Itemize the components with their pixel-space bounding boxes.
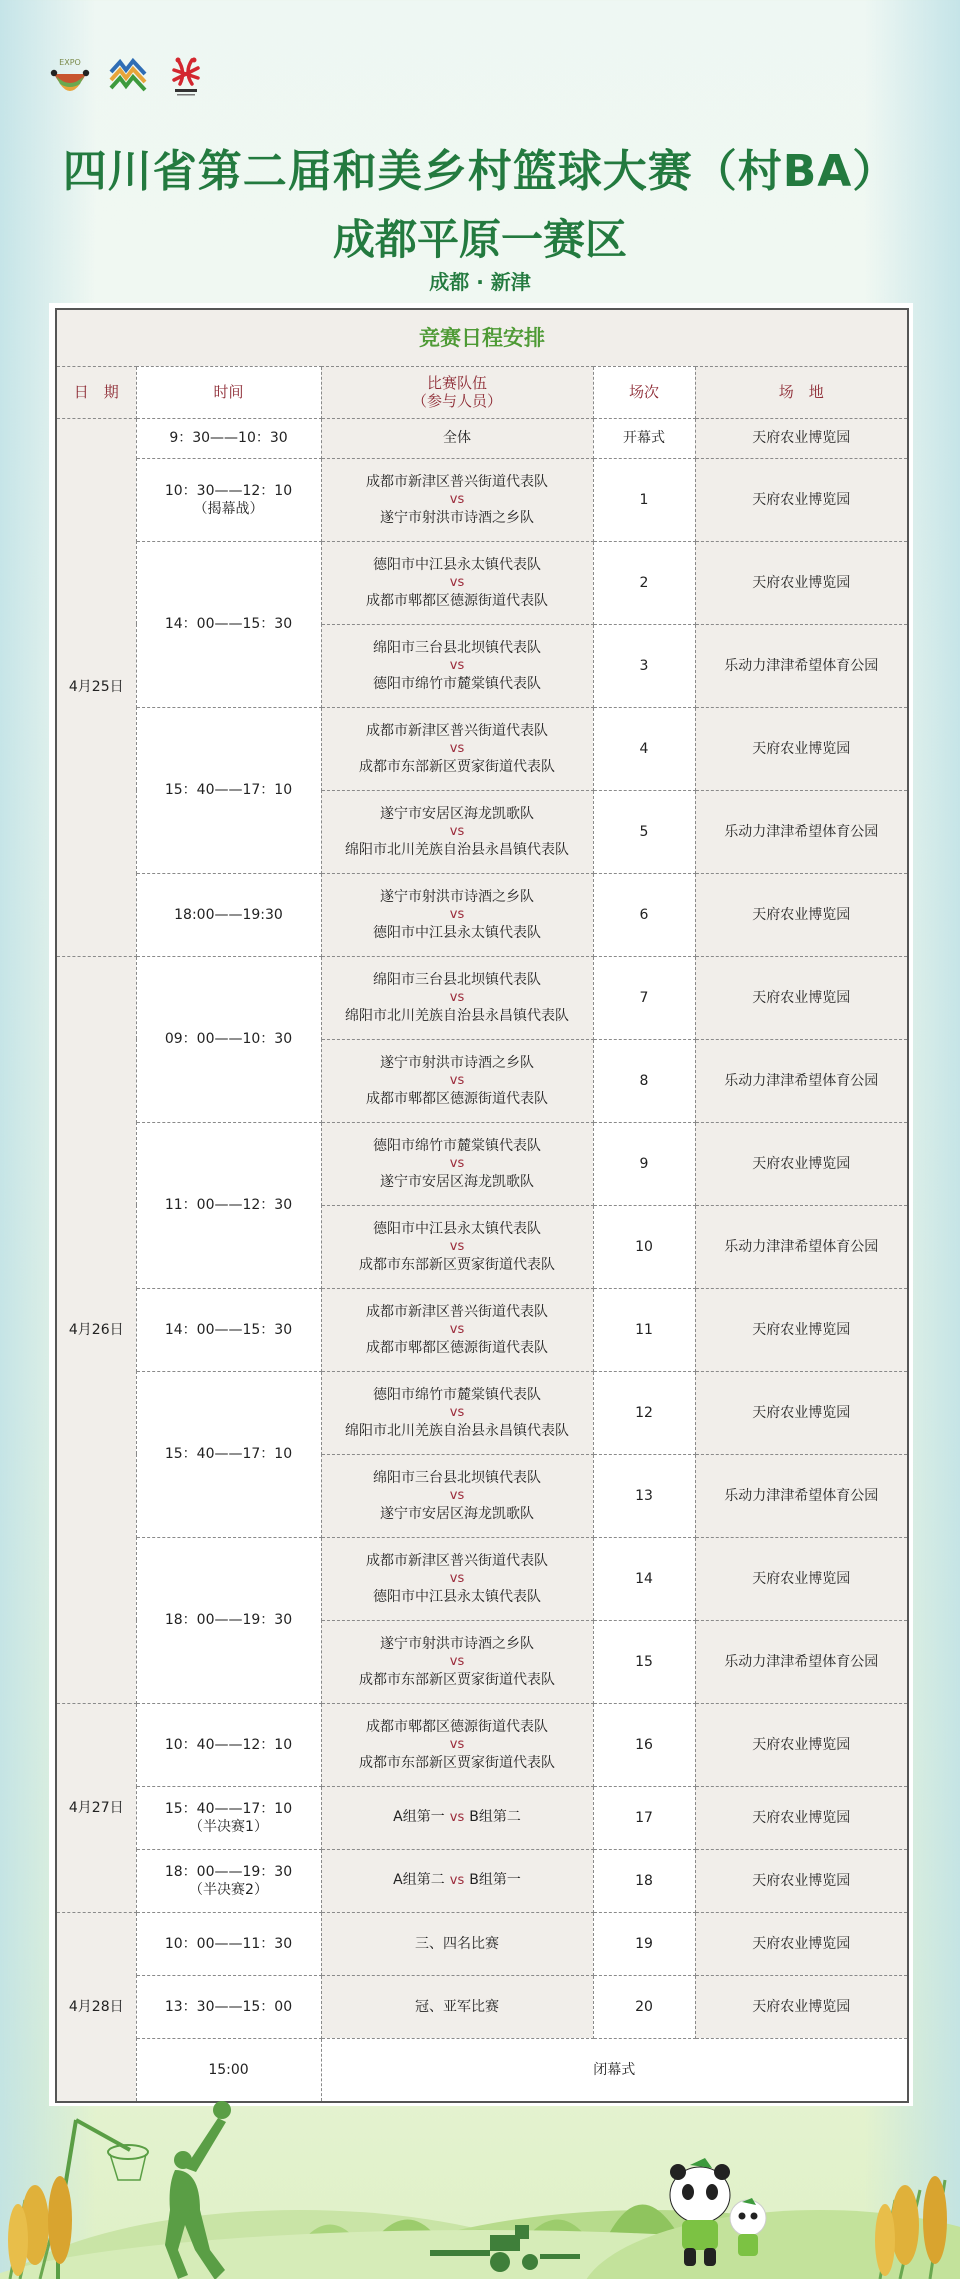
table-row (56, 1288, 908, 1371)
table-row (56, 707, 908, 790)
time-cell (136, 418, 321, 458)
teams-cell (321, 1620, 593, 1703)
schedule-body (56, 418, 908, 2102)
time-cell (136, 458, 321, 541)
venue-cell: 乐动力津津希望体育公园 (695, 1620, 908, 1703)
venue-cell: 天府农业博览园 (695, 1786, 908, 1849)
team-away: 遂宁市射洪市诗酒之乡队 (380, 509, 534, 526)
team-home: 绵阳市三台县北坝镇代表队 (373, 971, 541, 988)
teams-cell (321, 1786, 593, 1849)
vs-label: vs (449, 1653, 465, 1669)
match-number-cell: 3 (593, 624, 695, 707)
match-number-cell: 13 (593, 1454, 695, 1537)
team-home: 德阳市中江县永太镇代表队 (373, 1220, 541, 1237)
time-cell (136, 1849, 321, 1912)
team-away: 遂宁市安居区海龙凯歌队 (380, 1505, 534, 1522)
teams-cell (321, 1537, 593, 1620)
footer-illustration (0, 2100, 960, 2279)
date-cell: 4月25日 (56, 418, 136, 956)
venue-cell: 天府农业博览园 (695, 1703, 908, 1786)
time-cell (136, 2038, 321, 2102)
vs-label: vs (449, 1238, 465, 1254)
time-note: （半决赛2） (189, 1881, 268, 1898)
vs-label: vs (449, 1155, 465, 1171)
column-header-venue: 场 地 (695, 366, 908, 418)
table-row (56, 1537, 908, 1620)
team-away: B组第二 (469, 1809, 521, 1825)
table-row (56, 1703, 908, 1786)
team-home: 德阳市中江县永太镇代表队 (373, 556, 541, 573)
match-number-cell: 10 (593, 1205, 695, 1288)
venue-cell: 乐动力津津希望体育公园 (695, 1039, 908, 1122)
venue-cell: 乐动力津津希望体育公园 (695, 790, 908, 873)
time-range: 11：00——12：30 (164, 1197, 293, 1213)
date-cell: 4月27日 (56, 1703, 136, 1912)
teams-cell (321, 458, 593, 541)
time-range: 10：40——12：10 (164, 1736, 293, 1753)
match-number-cell: 16 (593, 1703, 695, 1786)
mountain-stripes-logo-icon (108, 56, 148, 96)
table-row (56, 1122, 908, 1205)
location-label: 成都 · 新津 (429, 270, 531, 294)
vs-label: vs (449, 1873, 465, 1888)
time-cell (136, 1786, 321, 1849)
venue-cell: 天府农业博览园 (695, 1849, 908, 1912)
match-number-cell: 9 (593, 1122, 695, 1205)
team-away: 遂宁市安居区海龙凯歌队 (380, 1173, 534, 1190)
team-away: 德阳市绵竹市麓棠镇代表队 (373, 675, 541, 692)
venue-cell: 天府农业博览园 (695, 1288, 908, 1371)
venue-cell: 天府农业博览园 (695, 707, 908, 790)
expo-logo-icon (50, 56, 90, 96)
time-cell (136, 1975, 321, 2038)
time-cell (136, 1122, 321, 1288)
table-row (56, 458, 908, 541)
match-number-cell: 7 (593, 956, 695, 1039)
vs-label: vs (449, 1321, 465, 1337)
time-range: 18：00——19：30 (164, 1863, 293, 1880)
team-away: 绵阳市北川羌族自治县永昌镇代表队 (345, 841, 569, 858)
match-number-cell: 开幕式 (593, 418, 695, 458)
match-number-cell: 17 (593, 1786, 695, 1849)
time-range: 9：30——10：30 (169, 430, 288, 446)
team-home: 遂宁市射洪市诗酒之乡队 (380, 888, 534, 905)
vs-label: vs (449, 491, 465, 507)
column-header-date: 日 期 (56, 366, 136, 418)
team-home: 遂宁市射洪市诗酒之乡队 (380, 1054, 534, 1071)
teams-cell (321, 1454, 593, 1537)
page-title: 四川省第二届和美乡村篮球大赛（村BA） (62, 146, 898, 197)
team-home: 德阳市绵竹市麓棠镇代表队 (373, 1386, 541, 1403)
column-header-teams (321, 366, 593, 418)
match-number-cell: 5 (593, 790, 695, 873)
sports-figure-logo-icon (166, 56, 206, 96)
team-home: 遂宁市安居区海龙凯歌队 (380, 805, 534, 822)
team-home: 成都市新津区普兴街道代表队 (366, 722, 548, 739)
time-range: 18:00——19:30 (174, 906, 283, 923)
team-away: 成都市东部新区贾家街道代表队 (359, 1754, 555, 1771)
match-number-cell: 20 (593, 1975, 695, 2038)
match-number-cell: 12 (593, 1371, 695, 1454)
time-cell (136, 1537, 321, 1703)
teams-cell (321, 1288, 593, 1371)
vs-label: vs (449, 1570, 465, 1586)
table-row (56, 1371, 908, 1454)
table-row (56, 1912, 908, 1975)
team-home: 遂宁市射洪市诗酒之乡队 (380, 1635, 534, 1652)
match-number-cell: 11 (593, 1288, 695, 1371)
teams-cell (321, 707, 593, 790)
table-title: 竞赛日程安排 (56, 309, 908, 366)
team-home: 成都市新津区普兴街道代表队 (366, 1303, 548, 1320)
venue-cell: 天府农业博览园 (695, 458, 908, 541)
vs-label: vs (449, 1487, 465, 1503)
time-note: （揭幕战） (193, 500, 264, 517)
closing-ceremony-cell: 闭幕式 (321, 2038, 908, 2102)
time-range: 14：00——15：30 (164, 1321, 293, 1338)
team-home: 绵阳市三台县北坝镇代表队 (373, 1469, 541, 1486)
vs-label: vs (449, 989, 465, 1005)
time-cell (136, 1912, 321, 1975)
time-range: 15：40——17：10 (164, 1446, 293, 1462)
teams-cell (321, 1122, 593, 1205)
team-away: 成都市郫都区德源街道代表队 (366, 592, 548, 609)
time-cell (136, 1288, 321, 1371)
teams-cell: 冠、亚军比赛 (321, 1975, 593, 2038)
time-range: 15:00 (208, 2061, 249, 2078)
team-home: 德阳市绵竹市麓棠镇代表队 (373, 1137, 541, 1154)
time-range: 15：40——17：10 (164, 1800, 293, 1817)
team-away: 成都市郫都区德源街道代表队 (366, 1090, 548, 1107)
team-home: 成都市郫都区德源街道代表队 (366, 1718, 548, 1735)
time-range: 13：30——15：00 (164, 1998, 293, 2015)
team-home: A组第一 (393, 1809, 445, 1825)
team-away: 成都市东部新区贾家街道代表队 (359, 758, 555, 775)
schedule-table (55, 308, 909, 2103)
time-range: 15：40——17：10 (164, 782, 293, 798)
column-header-teams-line2: （参与人员） (411, 392, 502, 410)
sponsor-logos (50, 56, 206, 96)
teams-cell (321, 1039, 593, 1122)
venue-cell: 天府农业博览园 (695, 1122, 908, 1205)
team-away: B组第一 (469, 1872, 521, 1888)
teams-cell (321, 873, 593, 956)
vs-label: vs (449, 1072, 465, 1088)
date-cell: 4月28日 (56, 1912, 136, 2102)
team-away: 成都市郫都区德源街道代表队 (366, 1339, 548, 1356)
vs-label: vs (449, 574, 465, 590)
time-range: 14：00——15：30 (164, 616, 293, 632)
vs-label: vs (449, 1736, 465, 1752)
team-away: 成都市东部新区贾家街道代表队 (359, 1256, 555, 1273)
match-number-cell: 18 (593, 1849, 695, 1912)
vs-label: vs (449, 657, 465, 673)
match-number-cell: 2 (593, 541, 695, 624)
column-header-match-no: 场次 (593, 366, 695, 418)
time-note: （半决赛1） (189, 1818, 268, 1835)
teams-cell (321, 956, 593, 1039)
team-away: 成都市东部新区贾家街道代表队 (359, 1671, 555, 1688)
match-number-cell: 1 (593, 458, 695, 541)
match-number-cell: 4 (593, 707, 695, 790)
teams-cell (321, 1703, 593, 1786)
teams-cell: 三、四名比赛 (321, 1912, 593, 1975)
venue-cell: 天府农业博览园 (695, 873, 908, 956)
teams-cell (321, 1849, 593, 1912)
match-number-cell: 15 (593, 1620, 695, 1703)
time-range: 09：00——10：30 (164, 1031, 293, 1047)
match-number-cell: 19 (593, 1912, 695, 1975)
match-number-cell: 14 (593, 1537, 695, 1620)
team-home: 成都市新津区普兴街道代表队 (366, 473, 548, 490)
team-home: A组第二 (393, 1872, 445, 1888)
team-away: 德阳市中江县永太镇代表队 (373, 1588, 541, 1605)
venue-cell: 天府农业博览园 (695, 541, 908, 624)
time-range: 10：00——11：30 (164, 1935, 293, 1952)
page-subtitle: 成都平原一赛区 (332, 215, 627, 264)
vs-label: vs (449, 823, 465, 839)
svg-text:EXPO: EXPO (59, 58, 81, 67)
venue-cell: 乐动力津津希望体育公园 (695, 1205, 908, 1288)
time-cell (136, 707, 321, 873)
vs-label: vs (449, 1404, 465, 1420)
team-away: 绵阳市北川羌族自治县永昌镇代表队 (345, 1007, 569, 1024)
column-header-teams-line1: 比赛队伍 (426, 374, 487, 392)
match-number-cell: 6 (593, 873, 695, 956)
time-cell (136, 956, 321, 1122)
venue-cell: 天府农业博览园 (695, 956, 908, 1039)
teams-cell (321, 541, 593, 624)
table-row (56, 956, 908, 1039)
vs-label: vs (449, 1810, 465, 1825)
table-row (56, 1849, 908, 1912)
table-row (56, 418, 908, 458)
table-row (56, 2038, 908, 2102)
column-header-time: 时间 (136, 366, 321, 418)
team-away: 德阳市中江县永太镇代表队 (373, 924, 541, 941)
venue-cell: 乐动力津津希望体育公园 (695, 1454, 908, 1537)
venue-cell: 天府农业博览园 (695, 1912, 908, 1975)
team-home: 成都市新津区普兴街道代表队 (366, 1552, 548, 1569)
green-hills-icon (0, 2205, 960, 2279)
team-home: 绵阳市三台县北坝镇代表队 (373, 639, 541, 656)
table-row (56, 873, 908, 956)
match-number-cell: 8 (593, 1039, 695, 1122)
time-range: 10：30——12：10 (164, 482, 293, 499)
teams-cell (321, 624, 593, 707)
table-row (56, 1786, 908, 1849)
venue-cell: 天府农业博览园 (695, 1537, 908, 1620)
time-cell (136, 1371, 321, 1537)
venue-cell: 乐动力津津希望体育公园 (695, 624, 908, 707)
teams-cell (321, 790, 593, 873)
table-row (56, 541, 908, 624)
vs-label: vs (449, 906, 465, 922)
table-row (56, 1975, 908, 2038)
teams-cell (321, 1371, 593, 1454)
time-range: 18：00——19：30 (164, 1612, 293, 1628)
team-away: 绵阳市北川羌族自治县永昌镇代表队 (345, 1422, 569, 1439)
teams-cell (321, 1205, 593, 1288)
teams-cell: 全体 (321, 418, 593, 458)
venue-cell: 天府农业博览园 (695, 1371, 908, 1454)
venue-cell: 天府农业博览园 (695, 418, 908, 458)
time-cell (136, 541, 321, 707)
venue-cell: 天府农业博览园 (695, 1975, 908, 2038)
time-cell (136, 873, 321, 956)
date-cell: 4月26日 (56, 956, 136, 1703)
vs-label: vs (449, 740, 465, 756)
column-header-row (56, 366, 908, 418)
time-cell (136, 1703, 321, 1786)
